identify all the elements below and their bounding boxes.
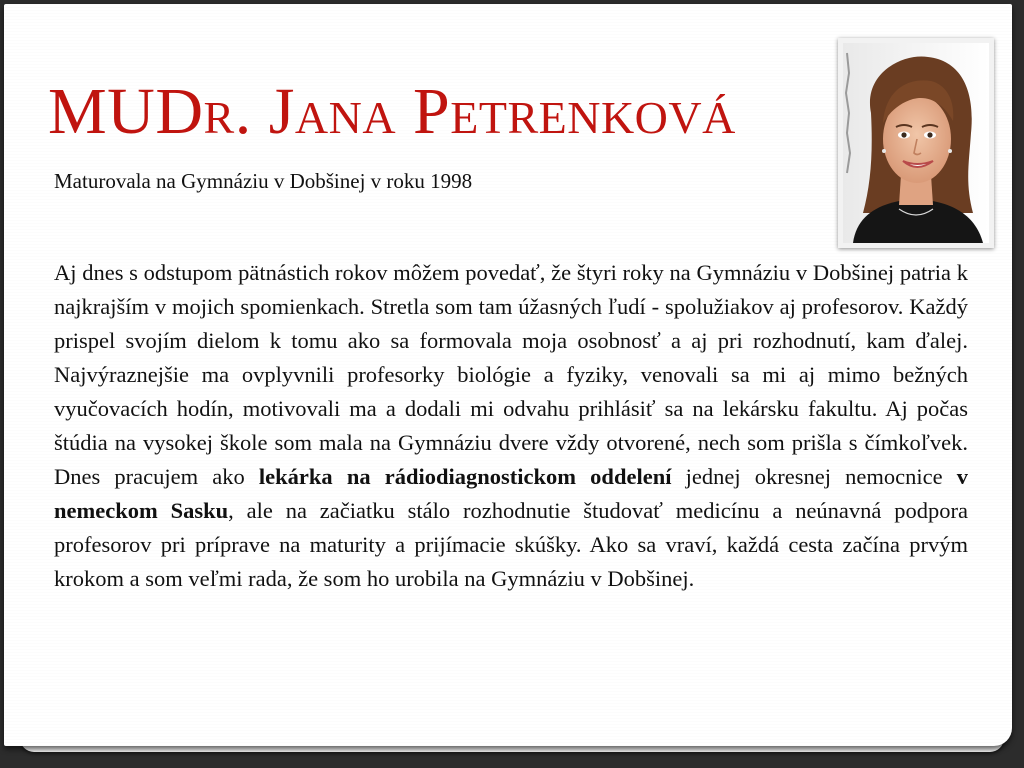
portrait-photo-frame (838, 38, 994, 248)
subtitle: Maturovala na Gymnáziu v Dobšinej v roku 1998 (54, 169, 473, 193)
portrait-photo (843, 43, 989, 243)
testimonial-part-3: , ale na začiatku stálo rozhodnutie študovať medicínu a neúnavná podpora profesorov pri príprave na maturity a prijímacie skúšky. Ako sa vraví, každá cesta začína prvým krokom a som veľmi rada, že som ho urobila na Gymnáziu v Dobšinej. (54, 498, 968, 591)
testimonial-bold-job: lekárka na rádiodiagnostickom oddelení (258, 464, 672, 489)
testimonial-bold-location: v nemeckom Sasku (54, 464, 968, 523)
page-title: MUDr. Jana Petrenková (48, 75, 736, 148)
testimonial-part-2: jednej okresnej nemocnice (671, 464, 957, 489)
testimonial-part-1: Aj dnes s odstupom pätnástich rokov môžem povedať, že štyri roky na Gymnáziu v Dobšinej patria k najkrajším v mojich spomienkach. Stretla som tam úžasných ľudí - spolužiakov aj profesorov. Každý prispel svojím dielom k tomu ako sa formovala moja osobnosť a aj pri rozhodnutí, kam ďalej. Najvýraznejšie ma ovplyvnili profesorky biológie a fyziky, venovali sa mi aj mimo bežných vyučovacích hodín, motivovali ma a dodali mi odvahu prihlásiť sa na lekársku fakultu. Aj počas štúdia na vysokej škole som mala na Gymnáziu dvere vždy otvorené, nech som prišla s čímkoľvek. Dnes pracujem ako (54, 260, 968, 489)
testimonial-text (54, 256, 968, 596)
portrait-illustration (843, 43, 989, 243)
